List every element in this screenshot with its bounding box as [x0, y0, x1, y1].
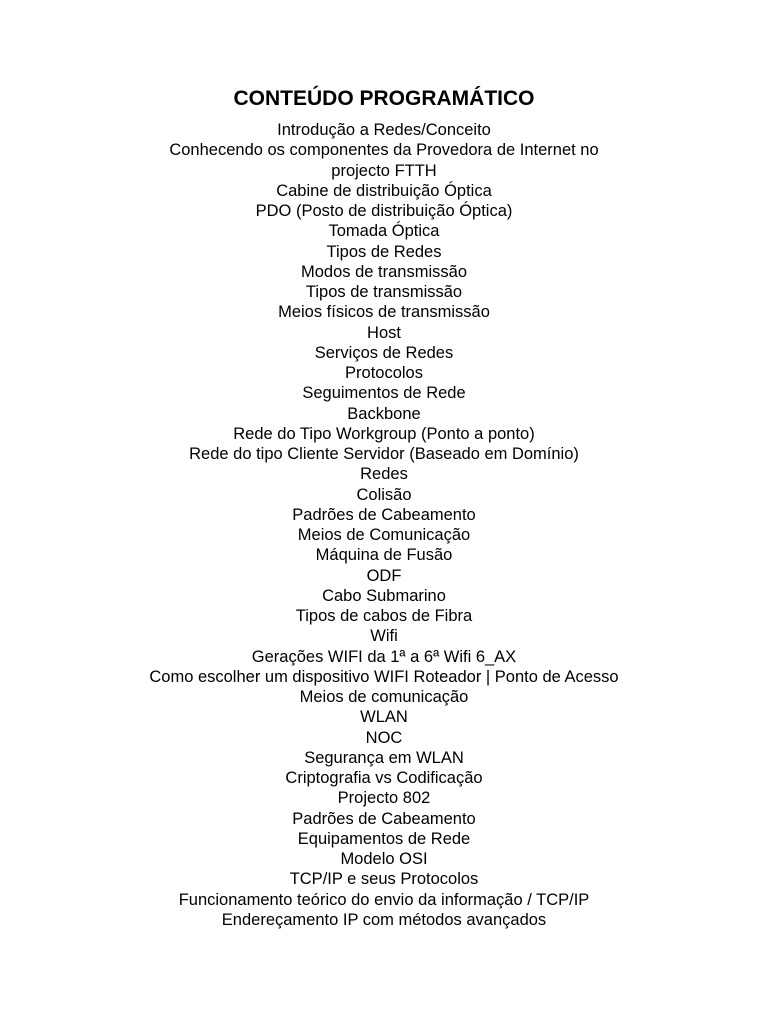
contents-item: Cabine de distribuição Óptica: [276, 181, 492, 200]
contents-item: WLAN: [360, 708, 408, 727]
contents-item: Criptografia vs Codificação: [285, 769, 483, 787]
contents-item: Modelo OSI: [340, 850, 428, 868]
contents-item: Meios de comunicação: [299, 688, 469, 706]
contents-item: Segurança em WLAN: [304, 748, 464, 767]
contents-item: Meios de Comunicação: [297, 526, 471, 544]
contents-item: projecto FTTH: [331, 161, 437, 180]
contents-item: Gerações WIFI da 1ª a 6ª Wifi 6_AX: [251, 647, 517, 666]
contents-list: [0, 120, 768, 930]
contents-item: Redes: [360, 465, 408, 484]
contents-item: Tipos de cabos de Fibra: [295, 607, 473, 625]
contents-item: Backbone: [347, 404, 421, 423]
contents-item: Tipos de transmissão: [305, 283, 463, 301]
contents-item: NOC: [365, 728, 403, 747]
contents-item: Funcionamento teórico do envio da informação / TCP/IP: [178, 890, 590, 909]
contents-item: Equipamentos de Rede: [297, 829, 471, 848]
contents-item: Endereçamento IP com métodos avançados: [221, 910, 547, 929]
contents-item: Modos de transmissão: [301, 262, 467, 281]
contents-item: ODF: [366, 566, 402, 585]
contents-item: Host: [367, 323, 401, 342]
contents-item: Padrões de Cabeamento: [292, 505, 476, 524]
contents-item: TCP/IP e seus Protocolos: [289, 870, 479, 889]
contents-item: Protocolos: [345, 364, 423, 382]
contents-item: Projecto 802: [337, 789, 431, 808]
contents-item: Colisão: [356, 485, 412, 504]
contents-item: Conhecendo os componentes da Provedora de Internet no: [169, 141, 599, 160]
contents-item: Rede do Tipo Workgroup (Ponto a ponto): [233, 424, 535, 443]
contents-item: Máquina de Fusão: [315, 546, 453, 565]
contents-item: Tipos de Redes: [326, 242, 442, 261]
contents-item: Tomada Óptica: [328, 222, 440, 241]
contents-item: PDO (Posto de distribuição Óptica): [255, 202, 513, 220]
contents-item: Como escolher um dispositivo WIFI Roteador | Ponto de Acesso: [149, 667, 619, 686]
contents-item: Cabo Submarino: [322, 586, 446, 605]
contents-item: Wifi: [370, 627, 398, 646]
contents-item: Rede do tipo Cliente Servidor (Baseado em Domínio): [189, 445, 579, 463]
contents-item: Seguimentos de Rede: [302, 384, 466, 403]
contents-item: Serviços de Redes: [314, 343, 454, 362]
document-title: CONTEÚDO PROGRAMÁTICO: [233, 87, 535, 110]
contents-item: Padrões de Cabeamento: [292, 809, 476, 828]
contents-item: Introdução a Redes/Conceito: [277, 121, 491, 139]
contents-item: Meios físicos de transmissão: [278, 303, 490, 322]
